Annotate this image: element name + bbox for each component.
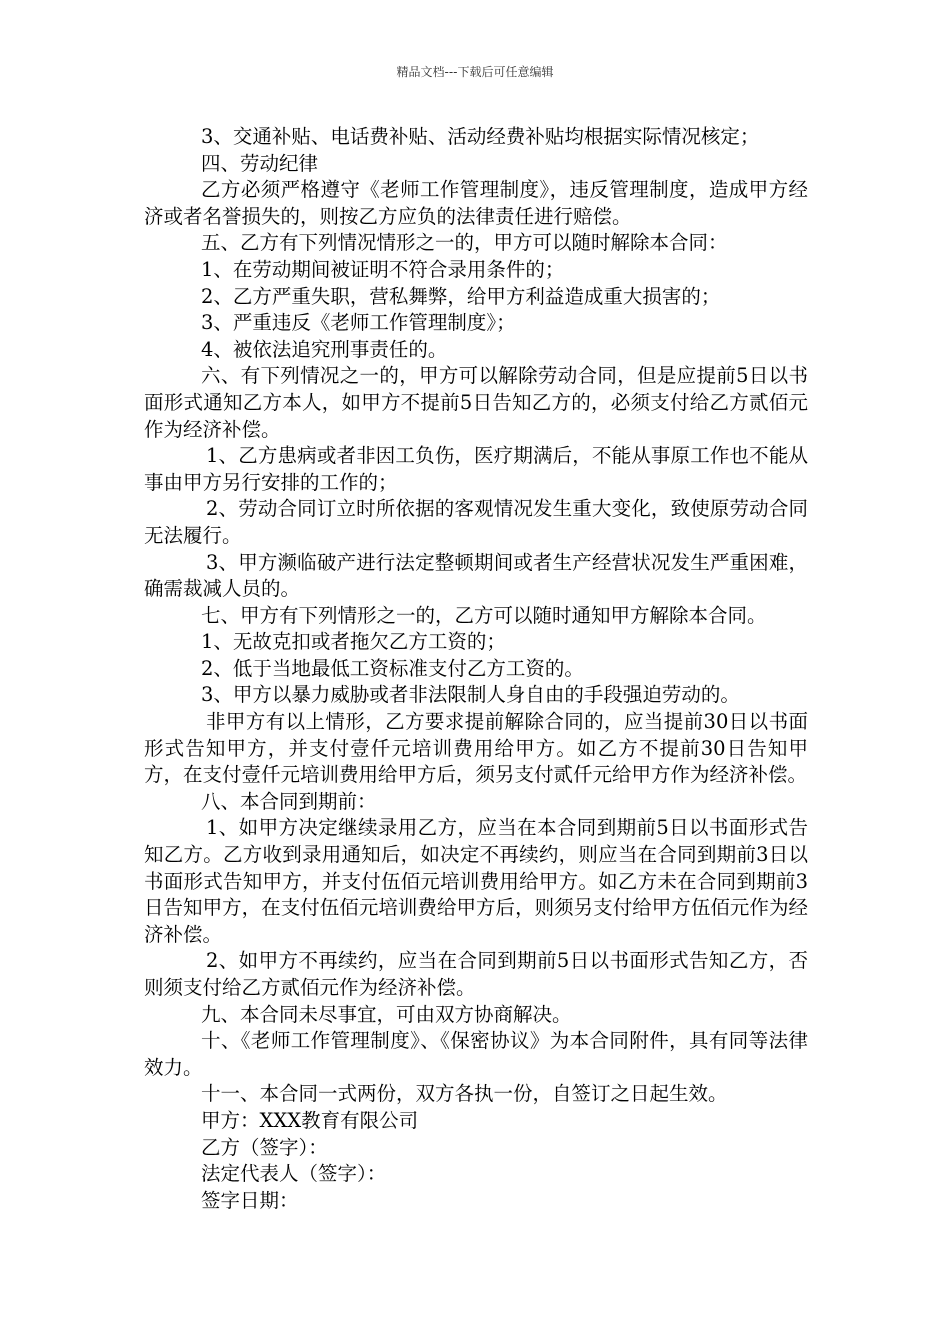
list-item: 2、劳动合同订立时所依据的客观情况发生重大变化，致使原劳动合同无法履行。	[144, 497, 808, 547]
list-item: 2、低于当地最低工资标准支付乙方工资的。	[201, 656, 584, 680]
paragraph-subsidy-note: 3、交通补贴、电话费补贴、活动经费补贴均根据实际情况核定；	[201, 125, 760, 148]
section-heading-expiry: 八、本合同到期前：	[201, 789, 377, 813]
list-item: 2、乙方严重失职，营私舞弊，给甲方利益造成重大损害的；	[201, 284, 721, 308]
section-eleven: 十一、本合同一式两份，双方各执一份，自签订之日起生效。	[201, 1082, 728, 1106]
signature-party-b: 乙方（签字）：	[201, 1135, 328, 1159]
signature-legal-representative: 法定代表人（签字）：	[201, 1162, 387, 1186]
page-header: 精品文档---下载后可任意编辑	[396, 65, 554, 79]
list-item: 1、在劳动期间被证明不符合录用条件的；	[201, 257, 565, 281]
section-six: 六、有下列情况之一的，甲方可以解除劳动合同，但是应提前5日以书面形式通知乙方本人，如甲方不提前5日告知乙方的，必须支付给乙方贰佰元作为经济补偿。	[144, 364, 808, 441]
signature-party-a: 甲方：XXX教育有限公司	[201, 1108, 419, 1132]
list-item: 1、乙方患病或者非因工负伤，医疗期满后，不能从事原工作也不能从事由甲方另行安排的工作的；	[144, 444, 808, 494]
section-ten: 十、《老师工作管理制度》、《保密协议》为本合同附件，具有同等法律效力。	[144, 1029, 808, 1079]
list-item: 3、甲方以暴力威胁或者非法限制人身自由的手段强迫劳动的。	[201, 683, 740, 707]
list-item: 3、严重违反《老师工作管理制度》；	[201, 311, 516, 335]
paragraph-discipline: 乙方必须严格遵守《老师工作管理制度》，违反管理制度，造成甲方经济或者名誉损失的，则按乙方应负的法律责任进行赔偿。	[144, 178, 808, 228]
section-heading-termination-by-a: 五、乙方有下列情况情形之一的，甲方可以随时解除本合同：	[201, 231, 728, 255]
paragraph-early-termination-by-b: 非甲方有以上情形，乙方要求提前解除合同的，应当提前30日以书面形式告知甲方，并支付壹仟元培训费用给甲方。如乙方不提前30日告知甲方，在支付壹仟元培训费用给甲方后，须另支付贰仟元给甲方作为经济补偿。	[144, 710, 808, 787]
list-item: 1、无故克扣或者拖欠乙方工资的；	[201, 630, 506, 654]
section-seven: 七、甲方有下列情形之一的，乙方可以随时通知甲方解除本合同。	[201, 603, 767, 627]
list-item: 4、被依法追究刑事责任的。	[201, 337, 448, 361]
list-item: 3、甲方濒临破产进行法定整顿期间或者生产经营状况发生严重困难，确需裁减人员的。	[144, 550, 808, 601]
signature-date: 签字日期：	[201, 1188, 299, 1212]
section-heading-labor-discipline: 四、劳动纪律	[201, 151, 319, 175]
document-body	[144, 124, 808, 1214]
list-item: 2、如甲方不再续约，应当在合同到期前5日以书面形式告知乙方，否则须支付给乙方贰佰元作为经济补偿。	[144, 949, 808, 999]
list-item: 1、如甲方决定继续录用乙方，应当在本合同到期前5日以书面形式告知乙方。乙方收到录用通知后，如决定不再续约，则应当在合同到期前3日以书面形式告知甲方，并支付伍佰元培训费用给甲方。如乙方未在合同到期前3日告知甲方，在支付伍佰元培训费给甲方后，则须另支付给甲方伍佰元作为经济补偿。	[144, 816, 808, 946]
section-nine: 九、本合同未尽事宜，可由双方协商解决。	[201, 1002, 572, 1026]
